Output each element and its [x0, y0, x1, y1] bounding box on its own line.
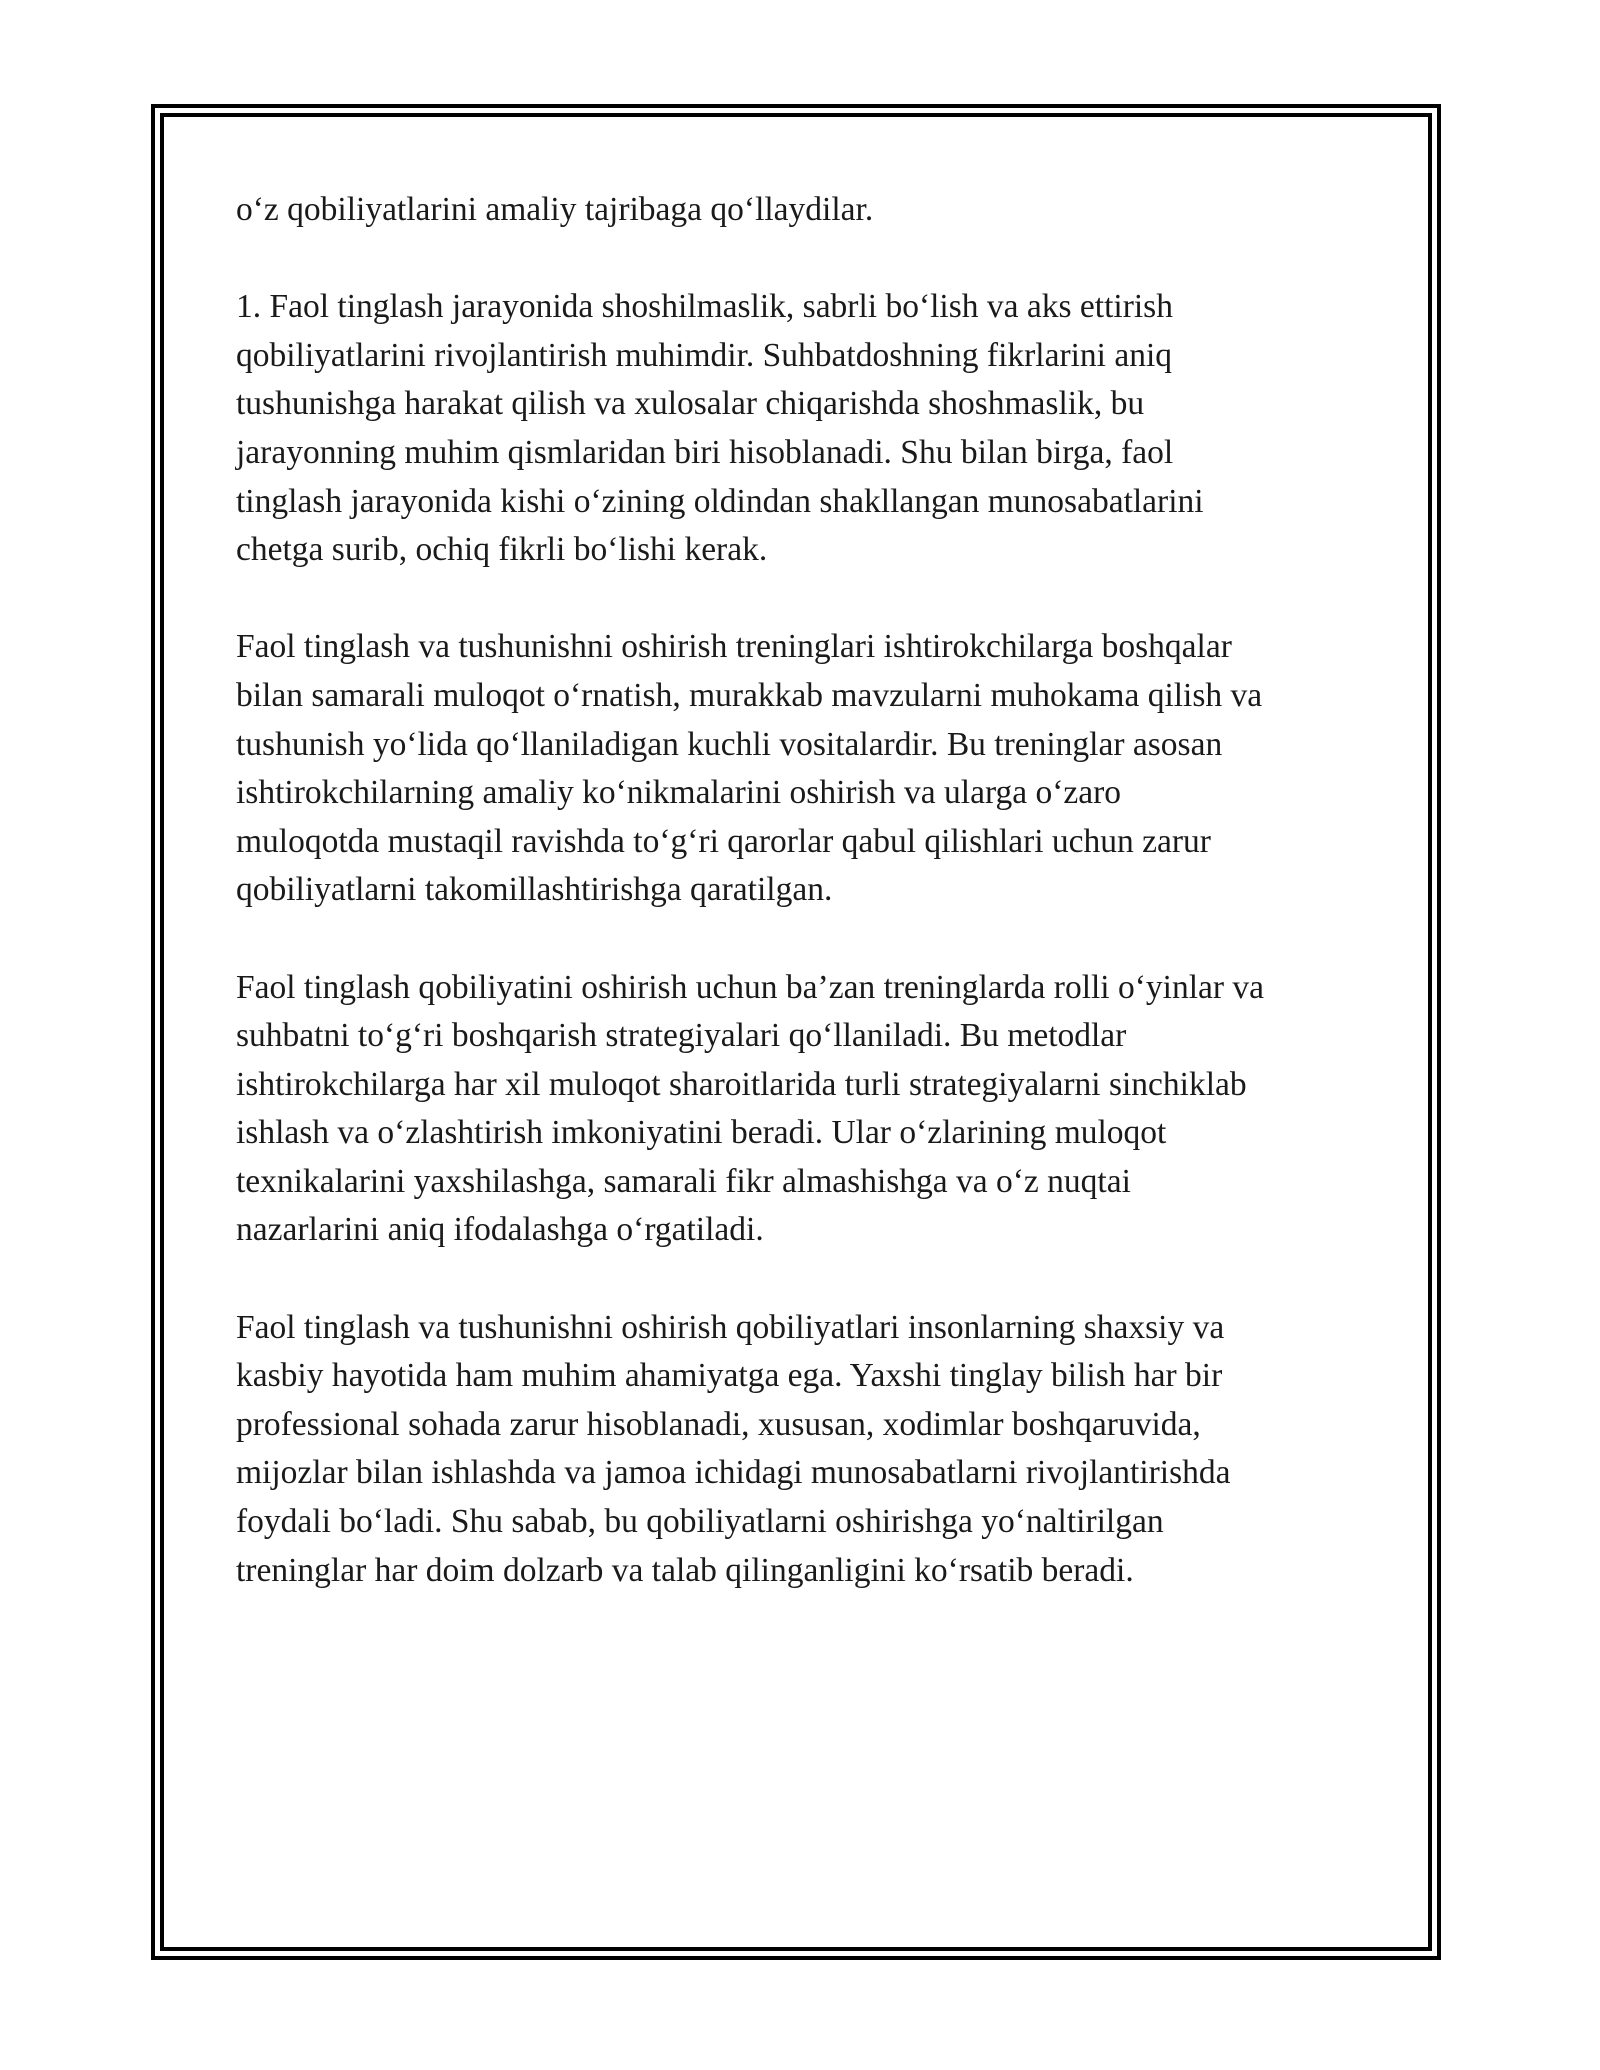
text-line: treninglar har doim dolzarb va talab qilinganligini ko‘rsatib beradi. [236, 1551, 1134, 1589]
text-line: ishlash va o‘zlashtirish imkoniyatini beradi. Ular o‘zlarining muloqot [236, 1114, 1167, 1152]
text-line: tinglash jarayonida kishi o‘zining oldindan shakllangan munosabatlarini [236, 482, 1204, 520]
paragraph-5 [236, 1304, 1366, 1596]
paragraph-2 [236, 283, 1366, 575]
text-line: bilan samarali muloqot o‘rnatish, murakkab mavzularni muhokama qilish va [236, 676, 1263, 714]
text-line: texnikalarini yaxshilashga, samarali fikr almashishga va o‘z nuqtai [236, 1162, 1131, 1200]
text-line: o‘z qobiliyatlarini amaliy tajribaga qo‘llaydilar. [236, 191, 874, 228]
document-body [236, 186, 1366, 1644]
text-line: kasbiy hayotida ham muhim ahamiyatga ega. Yaxshi tinglay bilish har bir [236, 1357, 1223, 1395]
text-line: jarayonning muhim qismlaridan biri hisoblanadi. Shu bilan birga, faol [236, 433, 1174, 471]
text-line: qobiliyatlarni takomillashtirishga qaratilgan. [236, 871, 833, 909]
text-line: muloqotda mustaqil ravishda to‘g‘ri qarorlar qabul qilishlari uchun zarur [236, 822, 1211, 860]
text-line: nazarlarini aniq ifodalashga o‘rgatiladi. [236, 1211, 764, 1249]
text-line: ishtirokchilarga har xil muloqot sharoitlarida turli strategiyalarni sinchiklab [236, 1065, 1247, 1103]
text-line: 1. Faol tinglash jarayonida shoshilmaslik, sabrli bo‘lish va aks ettirish [236, 288, 1173, 326]
text-line: tushunishga harakat qilish va xulosalar chiqarishda shoshmaslik, bu [236, 385, 1145, 423]
text-line: qobiliyatlarini rivojlantirish muhimdir. Suhbatdoshning fikrlarini aniq [236, 336, 1173, 374]
paragraph-4 [236, 964, 1366, 1256]
text-line: mijozlar bilan ishlashda va jamoa ichidagi munosabatlarni rivojlantirishda [236, 1454, 1231, 1492]
text-line: Faol tinglash va tushunishni oshirish qobiliyatlari insonlarning shaxsiy va [236, 1308, 1225, 1346]
paragraph-1 [236, 186, 1366, 235]
text-line: Faol tinglash va tushunishni oshirish treninglari ishtirokchilarga boshqalar [236, 628, 1232, 666]
text-line: Faol tinglash qobiliyatini oshirish uchun ba’zan treninglarda rolli o‘yinlar va [236, 968, 1265, 1006]
text-line: foydali bo‘ladi. Shu sabab, bu qobiliyatlarni oshirishga yo‘naltirilgan [236, 1503, 1164, 1541]
text-line: tushunish yo‘lida qo‘llaniladigan kuchli vositalardir. Bu treninglar asosan [236, 725, 1223, 763]
text-line: chetga surib, ochiq fikrli bo‘lishi kerak. [236, 531, 768, 569]
paragraph-3 [236, 623, 1366, 915]
text-line: suhbatni to‘g‘ri boshqarish strategiyalari qo‘llaniladi. Bu metodlar [236, 1017, 1127, 1055]
text-line: ishtirokchilarning amaliy ko‘nikmalarini oshirish va ularga o‘zaro [236, 774, 1122, 812]
text-line: professional sohada zarur hisoblanadi, xususan, xodimlar boshqaruvida, [236, 1405, 1201, 1443]
